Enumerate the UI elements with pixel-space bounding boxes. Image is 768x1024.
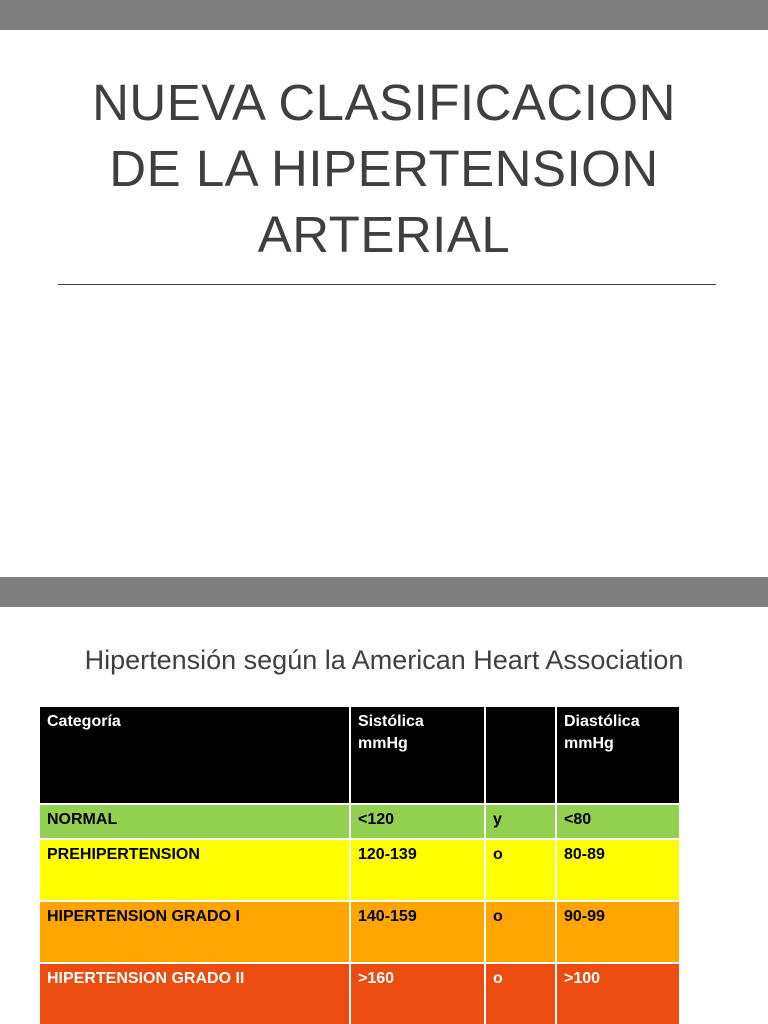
cell-diastolic: 80-89	[556, 839, 680, 901]
cell-connector: o	[485, 839, 556, 901]
slide-subtitle: Hipertensión según la American Heart Association	[84, 645, 684, 675]
cell-category: HIPERTENSION GRADO II	[39, 963, 350, 1024]
header-connector	[485, 706, 556, 804]
cell-connector: o	[485, 963, 556, 1024]
classification-table	[38, 705, 681, 1024]
cell-diastolic: 90-99	[556, 901, 680, 963]
slide-title	[20, 70, 748, 268]
cell-category: HIPERTENSION GRADO I	[39, 901, 350, 963]
cell-connector: y	[485, 804, 556, 839]
cell-diastolic: >100	[556, 963, 680, 1024]
cell-systolic: 120-139	[350, 839, 485, 901]
slide-top-bar	[0, 577, 768, 607]
title-line-3: ARTERIAL	[257, 206, 511, 263]
header-systolic: Sistólica mmHg	[350, 706, 485, 804]
header-diastolic: Diastólica mmHg	[556, 706, 680, 804]
table-row	[39, 839, 680, 901]
table-header-row	[39, 706, 680, 804]
header-category: Categoría	[39, 706, 350, 804]
cell-category: NORMAL	[39, 804, 350, 839]
cell-systolic: 140-159	[350, 901, 485, 963]
title-line-2: DE LA HIPERTENSION	[109, 140, 659, 197]
slide-top-bar	[0, 0, 768, 30]
cell-category: PREHIPERTENSION	[39, 839, 350, 901]
cell-systolic: >160	[350, 963, 485, 1024]
table-row	[39, 963, 680, 1024]
cell-systolic: <120	[350, 804, 485, 839]
cell-connector: o	[485, 901, 556, 963]
table-row	[39, 804, 680, 839]
title-divider	[58, 284, 716, 285]
cell-diastolic: <80	[556, 804, 680, 839]
slide-2	[0, 577, 768, 1024]
table-row	[39, 901, 680, 963]
title-line-1: NUEVA CLASIFICACION	[92, 74, 676, 131]
